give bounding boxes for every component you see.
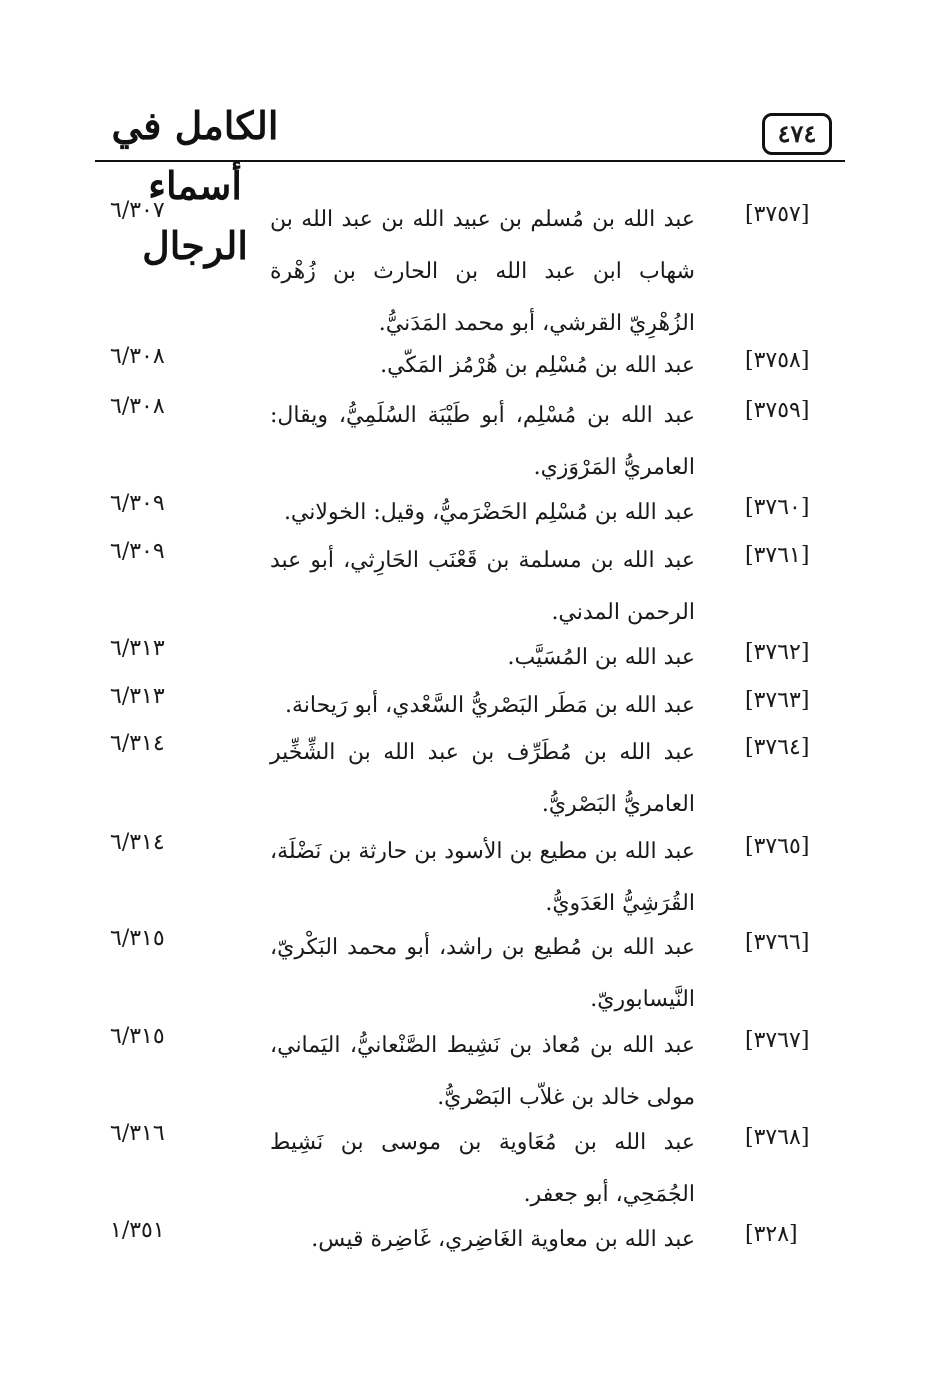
volume-page-ref: ٦/٣١٥ xyxy=(110,926,165,951)
entry-text: عبد الله بن مُسلم بن عبيد الله بن عبد الله بن شهاب ابن عبد الله بن الحارث بن زُهْرة الزُهْرِيّ القرشي، أبو محمد المَدَنيُّ. xyxy=(270,207,695,336)
volume-page-ref: ٦/٣٠٩ xyxy=(110,491,165,516)
book-title: الكامل في أسماء الرجال xyxy=(111,103,279,268)
entry-number: [٣٧٥٨] xyxy=(745,348,810,373)
volume-page-ref: ٦/٣٠٩ xyxy=(110,539,165,564)
header-divider xyxy=(95,160,845,162)
entry-text: عبد الله بن المُسَيَّب. xyxy=(507,645,695,670)
volume-page-ref: ٦/٣١٣ xyxy=(110,636,165,661)
volume-page-ref: ٦/٣١٥ xyxy=(110,1024,165,1049)
entry-text: عبد الله بن مُسْلِم بن هُرْمُز المَكّي. xyxy=(380,353,695,378)
entry-text: عبد الله بن مُسْلِم، أبو طَيْبَة السُلَمِيُّ، ويقال: العامريُّ المَرْوَزي. xyxy=(270,403,695,480)
entry-number: [٣٧٦١] xyxy=(745,543,810,568)
volume-page-ref: ٦/٣٠٨ xyxy=(110,394,165,419)
entry-text: عبد الله بن مُطيع بن راشد، أبو محمد البَكْريّ، النَّيسابوريّ. xyxy=(270,935,695,1012)
entry-text: عبد الله بن مُطَرِّف بن عبد الله بن الشِّخِّير العامريُّ البَصْريُّ. xyxy=(270,740,695,817)
entry-number: [٣٧٦٦] xyxy=(745,930,810,955)
volume-page-ref: ٦/٣١٣ xyxy=(110,684,165,709)
entry-number: [٣٧٦٢] xyxy=(745,640,810,665)
entry-number: [٣٧٦٧] xyxy=(745,1028,810,1053)
volume-page-ref: ٦/٣١٦ xyxy=(110,1121,165,1146)
entry-text: عبد الله بن مُسْلِم الحَضْرَميُّ، وقيل: الخولاني. xyxy=(283,500,695,525)
volume-page-ref: ٦/٣٠٧ xyxy=(110,198,165,223)
entry-number: [٣٧٦٤] xyxy=(745,735,810,760)
volume-page-ref: ٦/٣١٤ xyxy=(110,731,165,756)
volume-page-ref: ١/٣٥١ xyxy=(110,1218,165,1243)
page-number: ٤٧٤ xyxy=(762,113,832,155)
entry-text: عبد الله بن معاوية الغَاضِري، غَاضِرة قيس. xyxy=(311,1227,695,1252)
entry-number: [٣٢٨] xyxy=(745,1222,798,1247)
entry-number: [٣٧٥٧] xyxy=(745,202,810,227)
entry-text: عبد الله بن مُعاذ بن نَشِيط الصَّنْعانيُّ، اليَماني، مولى خالد بن غلاّب البَصْريُّ. xyxy=(270,1033,695,1110)
entry-text: عبد الله بن مَطَر البَصْريُّ السَّعْدي، أبو رَيحانة. xyxy=(285,693,695,718)
volume-page-ref: ٦/٣١٤ xyxy=(110,830,165,855)
volume-page-ref: ٦/٣٠٨ xyxy=(110,344,165,369)
entry-text: عبد الله بن مطيع بن الأسود بن حارثة بن نَضْلَة، القُرَشِيُّ العَدَويُّ. xyxy=(270,839,695,916)
entry-number: [٣٧٦٠] xyxy=(745,495,810,520)
entry-number: [٣٧٦٥] xyxy=(745,834,810,859)
entry-text: عبد الله بن مُعَاوية بن موسى بن نَشِيط الجُمَحِي، أبو جعفر. xyxy=(270,1130,695,1207)
entry-text: عبد الله بن مسلمة بن قَعْنَب الحَارِثي، أبو عبد الرحمن المدني. xyxy=(270,548,695,625)
entry-number: [٣٧٦٣] xyxy=(745,688,810,713)
entry-number: [٣٧٥٩] xyxy=(745,398,810,423)
entry-number: [٣٧٦٨] xyxy=(745,1125,810,1150)
